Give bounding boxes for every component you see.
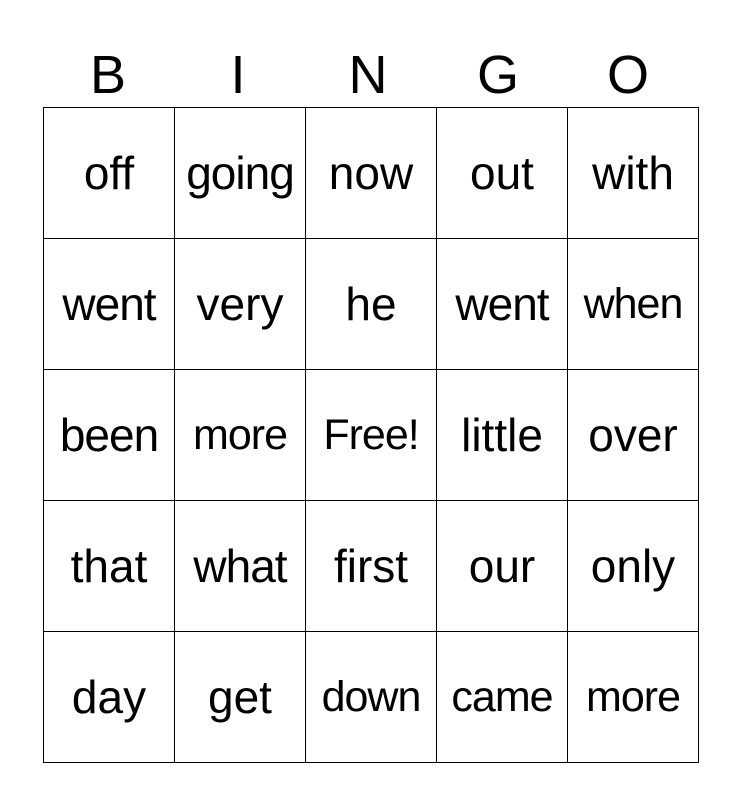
header-letter-o: O xyxy=(606,45,649,105)
bingo-cell[interactable]: very xyxy=(175,239,306,370)
bingo-cell[interactable]: more xyxy=(175,370,306,501)
bingo-board xyxy=(43,107,699,763)
bingo-cell[interactable]: our xyxy=(437,501,568,632)
bingo-cell[interactable]: over xyxy=(568,370,699,501)
bingo-cell[interactable]: more xyxy=(568,632,699,763)
bingo-cell[interactable]: only xyxy=(568,501,699,632)
board-row xyxy=(44,239,699,370)
bingo-cell[interactable]: get xyxy=(175,632,306,763)
bingo-cell[interactable]: off xyxy=(44,108,175,239)
board-row xyxy=(44,108,699,239)
bingo-cell[interactable]: came xyxy=(437,632,568,763)
bingo-cell[interactable]: now xyxy=(306,108,437,239)
bingo-cell[interactable]: down xyxy=(306,632,437,763)
bingo-cell[interactable]: what xyxy=(175,501,306,632)
bingo-cell[interactable]: going xyxy=(175,108,306,239)
bingo-cell[interactable]: went xyxy=(44,239,175,370)
board-row xyxy=(44,501,699,632)
bingo-cell[interactable]: went xyxy=(437,239,568,370)
header-letter-g: G xyxy=(476,45,519,105)
bingo-cell[interactable]: that xyxy=(44,501,175,632)
bingo-cell[interactable]: been xyxy=(44,370,175,501)
bingo-cell[interactable]: when xyxy=(568,239,699,370)
header-letter-n: N xyxy=(348,45,388,105)
header-letter-i: I xyxy=(230,45,246,105)
bingo-cell[interactable]: with xyxy=(568,108,699,239)
bingo-cell[interactable]: first xyxy=(306,501,437,632)
bingo-cell[interactable]: he xyxy=(306,239,437,370)
bingo-header xyxy=(43,44,693,106)
header-letter-b: B xyxy=(89,45,127,105)
board-row xyxy=(44,370,699,501)
bingo-cell[interactable]: little xyxy=(437,370,568,501)
free-space-cell[interactable]: Free! xyxy=(306,370,437,501)
bingo-cell[interactable]: out xyxy=(437,108,568,239)
bingo-cell[interactable]: day xyxy=(44,632,175,763)
board-row xyxy=(44,632,699,763)
